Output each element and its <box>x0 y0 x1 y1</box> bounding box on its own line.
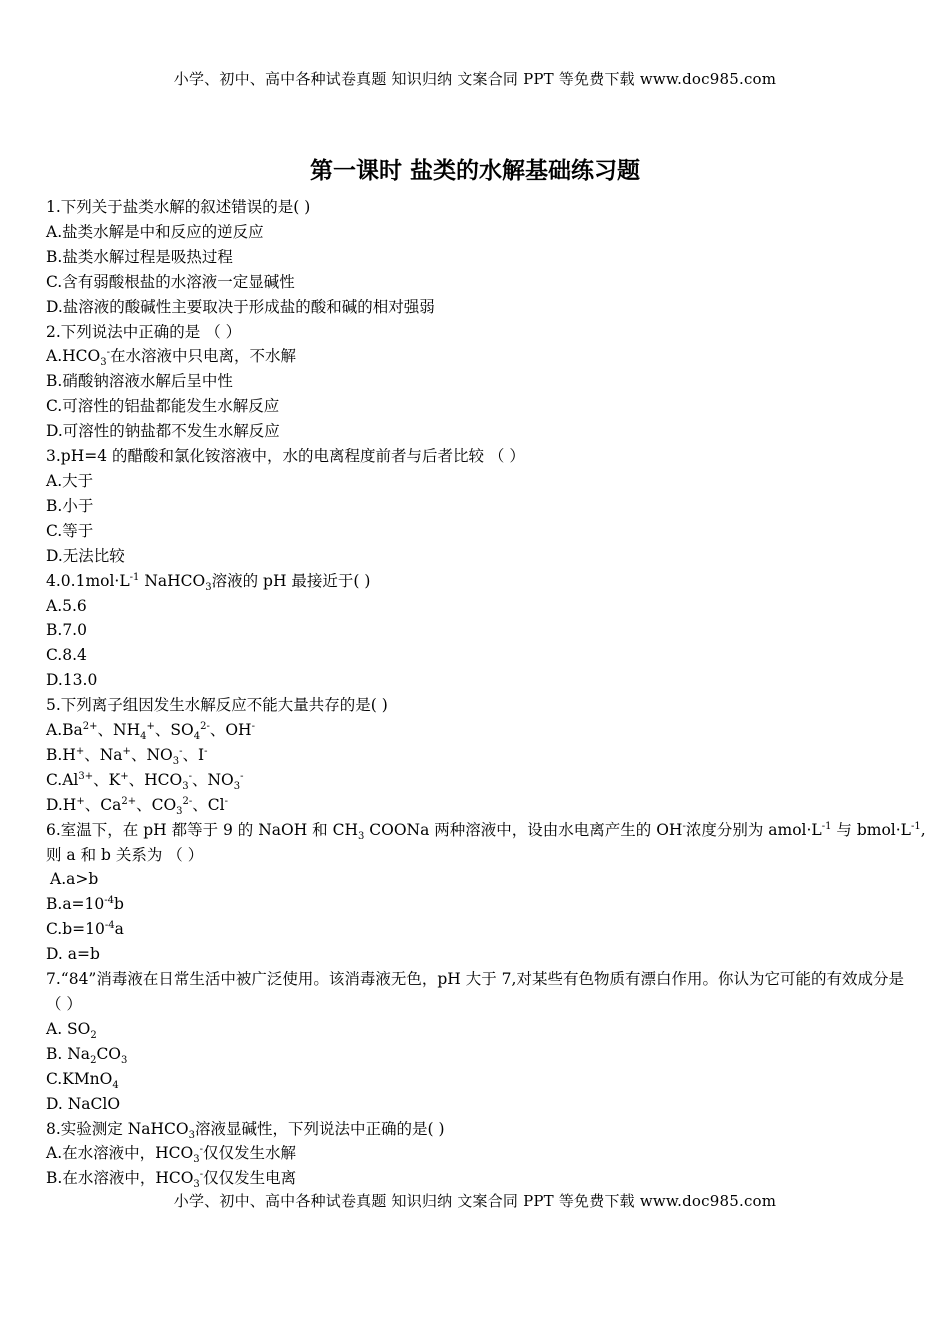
question-2-option-d: D.可溶性的钠盐都不发生水解反应 <box>46 422 280 441</box>
question-3-option-b: B.小于 <box>46 496 94 515</box>
question-6-option-b: $B.a=10^{-4}b$ <box>46 895 124 914</box>
question-6-option-d: D. a=b <box>46 945 100 964</box>
question-7-option-c: C.KMnO$_4$ <box>46 1069 119 1091</box>
question-2-option-a: $A.HCO_3^-$在水溶液中只电离，不水解 <box>46 347 296 369</box>
question-2-stem: 2.下列说法中正确的是 （ ） <box>46 322 242 341</box>
question-4-option-b: B.7.0 <box>46 621 87 640</box>
question-3-stem: 3.pH=4 的醋酸和氯化铵溶液中，水的电离程度前者与后者比较 （ ） <box>46 447 525 466</box>
page-title: 第一课时 盐类的水解基础练习题 <box>309 158 640 184</box>
question-4-option-d: D.13.0 <box>46 671 98 690</box>
question-1-option-a: A.盐类水解是中和反应的逆反应 <box>46 222 264 241</box>
question-6-stem: 6.室温下，在 pH 都等于 9 的 NaOH 和 $CH_3$ COONa 两种溶液中，设由水电离产生的 OH-浓度分别为 $amol\cdot L^{-1}$ 与 $bmol\cdot L^{-1}$, <box>46 820 926 842</box>
question-7-option-d: D. NaClO <box>46 1094 121 1113</box>
question-5-option-b: B.H+、Na+、$NO_3^-$、I- <box>46 745 208 768</box>
question-6-option-a: A.a>b <box>50 870 99 889</box>
question-8-stem: 8.实验测定 NaHCO$_3$溶液显碱性，下列说法中正确的是( ) <box>46 1119 445 1141</box>
document-body <box>46 195 926 1191</box>
question-3-option-a: A.大于 <box>46 471 94 490</box>
question-1-option-d: D.盐溶液的酸碱性主要取决于形成盐的酸和碱的相对强弱 <box>46 297 435 316</box>
question-5-option-c: $C.Al^{3+}$、K+、$HCO_3^-$、$NO_3^-$ <box>46 770 244 792</box>
question-6-option-c: $C.b=10^{-4}a$ <box>46 920 124 939</box>
question-5-option-d: D.H+、$Ca^{2+}$、$CO_3^{2-}$、Cl- <box>46 795 228 817</box>
question-6-stem-line-2: 则 a 和 b 关系为 （ ） <box>46 845 204 864</box>
question-1-option-c: C.含有弱酸根盐的水溶液一定显碱性 <box>46 272 295 291</box>
question-1-stem: 1.下列关于盐类水解的叙述错误的是( ) <box>46 198 311 216</box>
question-8-option-a: A.在水溶液中，$HCO_3^-$仅仅发生水解 <box>46 1144 296 1166</box>
question-1-option-b: B.盐类水解过程是吸热过程 <box>46 247 233 266</box>
question-7-option-a: A. $SO_2$ <box>46 1019 97 1041</box>
page-header: 小学、初中、高中各种试卷真题 知识归纳 文案合同 PPT 等免费下载 www.doc985.com <box>173 70 777 88</box>
question-4-option-a: A.5.6 <box>46 596 87 615</box>
question-3-option-c: C.等于 <box>46 521 94 540</box>
question-4-stem: $4.0.1mol\cdot L^{-1}$ NaHCO$_3$溶液的 pH 最接近于( ) <box>46 571 371 593</box>
question-5-option-a: $A.Ba^{2+}$、$NH_4^+$、$SO_4^{2-}$、OH- <box>46 720 255 743</box>
question-2-option-b: B.硝酸钠溶液水解后呈中性 <box>46 372 233 391</box>
question-3-option-d: D.无法比较 <box>46 546 125 565</box>
question-8-option-b: B.在水溶液中，$HCO_3^-$仅仅发生电离 <box>46 1169 297 1191</box>
page-footer: 小学、初中、高中各种试卷真题 知识归纳 文案合同 PPT 等免费下载 www.doc985.com <box>173 1192 777 1210</box>
question-7-option-b: B. $Na_2CO_3$ <box>46 1044 128 1066</box>
question-7-stem: 7.“84”消毒液在日常生活中被广泛使用。该消毒液无色，pH 大于 7,对某些有色物质有漂白作用。你认为它可能的有效成分是 （ ） <box>46 970 904 1013</box>
question-2-option-c: C.可溶性的铝盐都能发生水解反应 <box>46 397 280 416</box>
question-5-stem: 5.下列离子组因发生水解反应不能大量共存的是( ) <box>46 696 388 715</box>
question-4-option-c: C.8.4 <box>46 646 87 665</box>
